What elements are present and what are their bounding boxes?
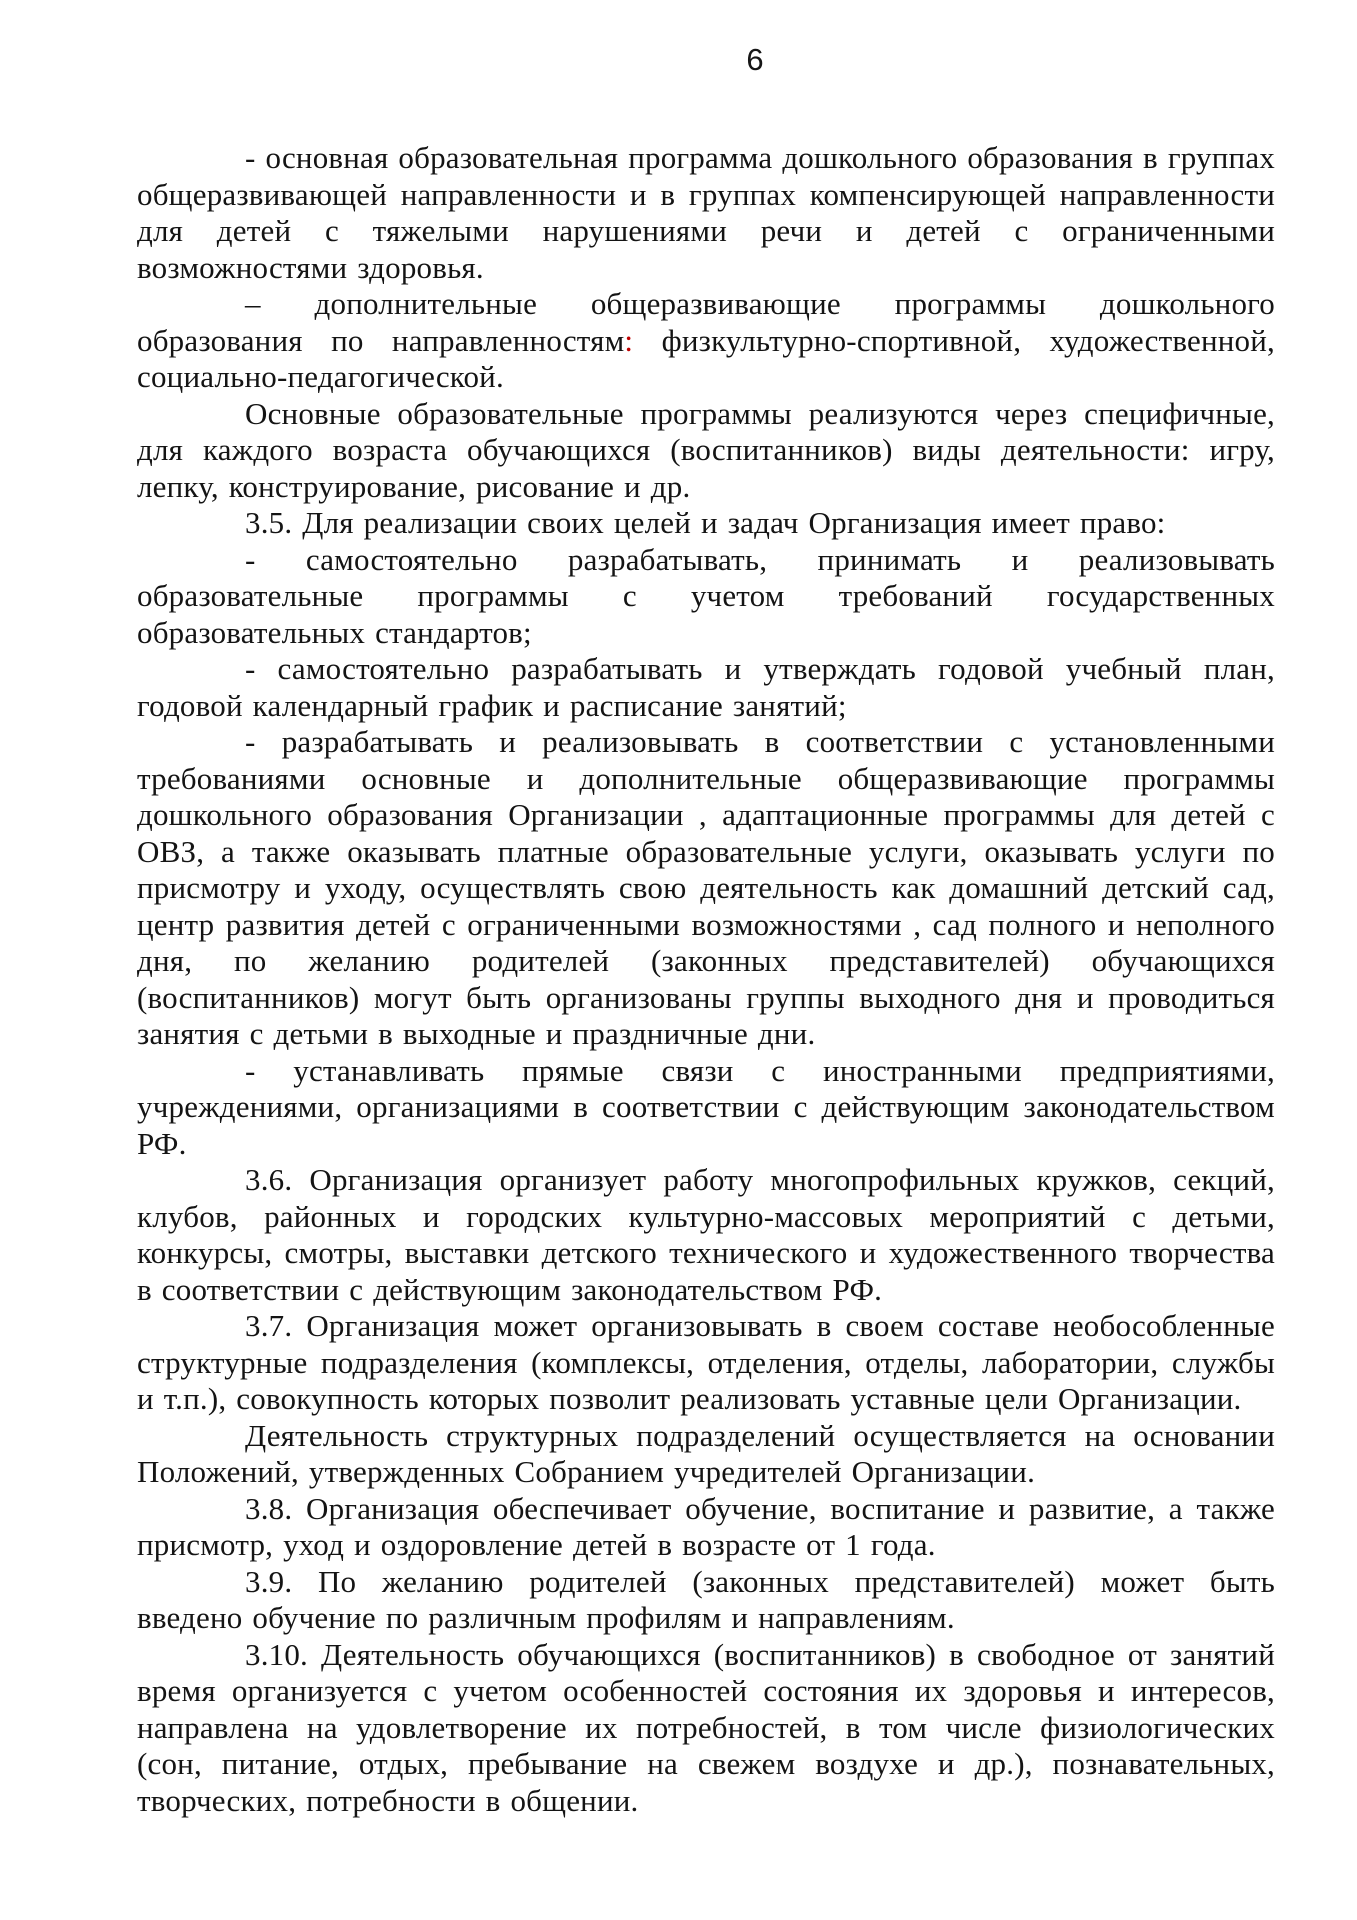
para-foreign-relations: - устанавливать прямые связи с иностранными предприятиями, учреждениями, организациями в соответствии с действующим законодательством РФ. bbox=[137, 1052, 1275, 1161]
para-additional-programs-text: – дополнительные общеразвивающие программы дошкольного образования по направленностям bbox=[137, 286, 1275, 358]
para-develop-implement-services: - разрабатывать и реализовывать в соответствии с установленными требованиями основные и дополнительные общеразвивающие программы дошкольного образования Организации , адаптационные программы для детей с ОВЗ, а также оказывать платные образовательные услуги, оказывать услуги по присмотру и уходу, осуществлять свою деятельность как домашний детский сад, центр развития детей с ограниченными возможностями , сад полного и неполного дня, по желанию родителей (законных представителей) обучающихся (воспитанников) могут быть организованы группы выходного дня и проводиться занятия с детьми в выходные и праздничные дни. bbox=[137, 724, 1275, 1051]
page-number: 6 bbox=[746, 42, 764, 77]
para-structural-units-activity: Деятельность структурных подразделений осуществляется на основании Положений, утвержденных Собранием учредителей Организации. bbox=[137, 1417, 1275, 1489]
para-develop-curriculum: - самостоятельно разрабатывать и утверждать годовой учебный план, годовой календарный график и расписание занятий; bbox=[137, 651, 1275, 723]
para-3-9-profiles: 3.9. По желанию родителей (законных представителей) может быть введено обучение по различным профилям и направлениям. bbox=[137, 1563, 1275, 1635]
para-main-education-program: - основная образовательная программа дошкольного образования в группах общеразвивающей направленности и в группах компенсирующей направленности для детей с тяжелыми нарушениями речи и детей с ограниченными возможностями здоровья. bbox=[137, 140, 1275, 285]
para-additional-programs-directions: физкультурно-спортивной, художественной, социально-педагогической. bbox=[137, 322, 1275, 394]
para-3-6-clubs: 3.6. Организация организует работу многопрофильных кружков, секций, клубов, районных и городских культурно-массовых мероприятий с детьми, конкурсы, смотры, выставки детского технического и художественного творчества в соответствии с действующим законодательством РФ. bbox=[137, 1162, 1275, 1307]
para-3-8-education-care: 3.8. Организация обеспечивает обучение, воспитание и развитие, а также присмотр, уход и оздоровление детей в возрасте от 1 года. bbox=[137, 1490, 1275, 1562]
para-3-5-rights-heading: 3.5. Для реализации своих целей и задач Организация имеет право: bbox=[245, 505, 1166, 540]
document-body-text bbox=[137, 140, 1275, 1819]
para-additional-programs bbox=[137, 286, 1275, 396]
para-develop-programs: - самостоятельно разрабатывать, принимать и реализовывать образовательные программы с учетом требований государственных образовательных стандартов; bbox=[137, 541, 1275, 650]
para-3-10-free-time: 3.10. Деятельность обучающихся (воспитанников) в свободное от занятий время организуется с учетом особенностей состояния их здоровья и интересов, направлена на удовлетворение их потребностей, в том числе физиологических (сон, питание, отдых, пребывание на свежем воздухе и др.), познавательных, творческих, потребности в общении. bbox=[137, 1636, 1275, 1818]
para-specific-activities: Основные образовательные программы реализуются через специфичные, для каждого возраста обучающихся (воспитанников) виды деятельности: игру, лепку, конструирование, рисование и др. bbox=[137, 395, 1275, 504]
para-3-7-structural-units: 3.7. Организация может организовывать в своем составе необособленные структурные подразделения (комплексы, отделения, отделы, лаборатории, службы и т.п.), совокупность которых позволит реализовать уставные цели Организации. bbox=[137, 1308, 1275, 1416]
red-colon: : bbox=[624, 322, 634, 358]
